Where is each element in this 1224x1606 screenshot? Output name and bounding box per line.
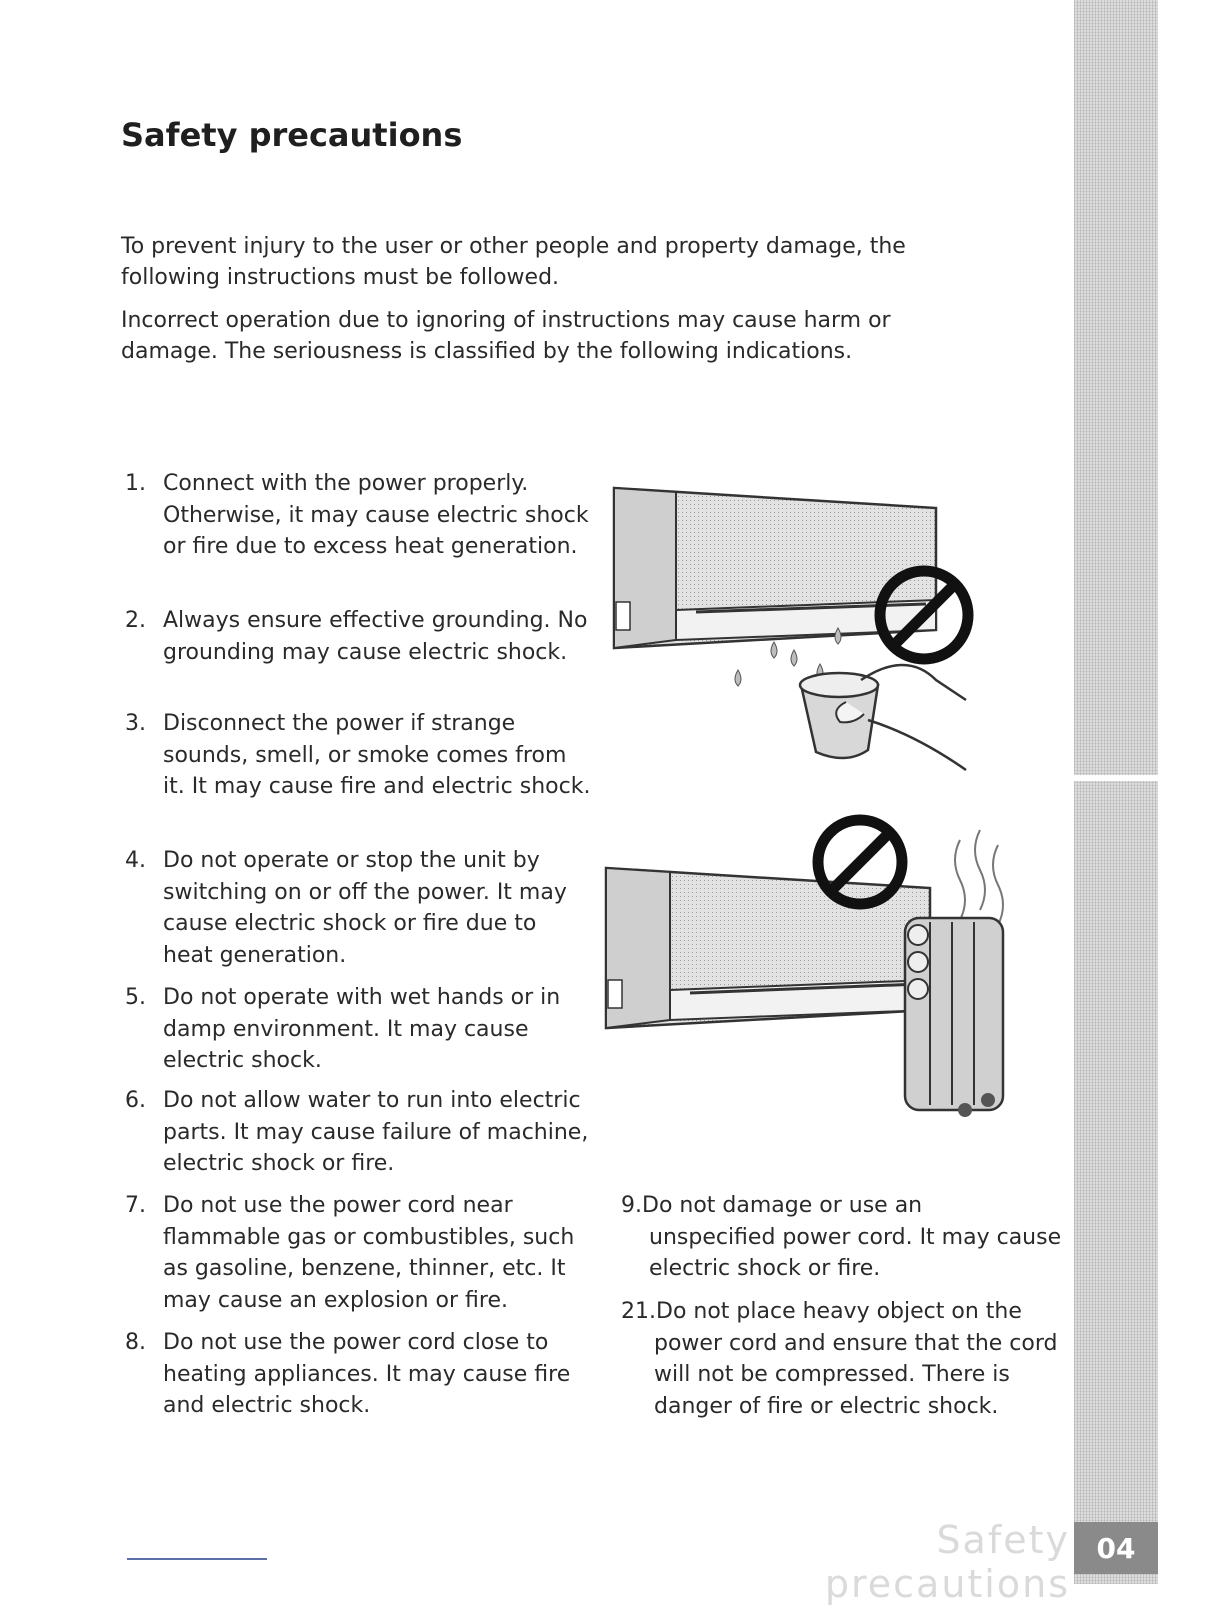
item-number: 4.: [125, 848, 146, 873]
footer-section-title: Safety precautions: [824, 1518, 1070, 1606]
safety-item-21: [621, 1296, 1071, 1422]
safety-item-8: [121, 1327, 591, 1422]
hand-cup-icon: [800, 665, 966, 770]
safety-item-3: [121, 708, 591, 803]
item-number: 8.: [125, 1330, 146, 1355]
item-number: 9.: [621, 1193, 642, 1218]
safety-item-6: [121, 1085, 591, 1180]
ac-water-drip-illustration: [606, 480, 986, 780]
item-text-first-line: Do not place heavy object on the: [656, 1299, 1022, 1324]
item-text: Do not use the power cord close to heating appliances. It may cause fire and electric shock.: [163, 1330, 571, 1418]
item-text-continued: unspecified power cord. It may cause electric shock or fire.: [649, 1224, 1062, 1281]
item-text-continued: power cord and ensure that the cord will not be compressed. There is danger of fire or electric shock.: [654, 1330, 1058, 1419]
item-text: Do not use the power cord near flammable gas or combustibles, such as gasoline, benzene, thinner, etc. It may cause an explosion or fire.: [163, 1193, 575, 1313]
safety-item-4: [121, 845, 591, 971]
item-text: Connect with the power properly. Otherwise, it may cause electric shock or fire due to excess heat generation.: [163, 471, 589, 559]
heater-icon: [905, 918, 1003, 1117]
item-text: Always ensure effective grounding. No grounding may cause electric shock.: [163, 608, 588, 665]
page-title: Safety precautions: [121, 116, 463, 154]
intro-paragraph-1: To prevent injury to the user or other people and property damage, the following instructions must be followed.: [121, 234, 906, 290]
page-number: 04: [1074, 1522, 1158, 1574]
item-text: Do not operate with wet hands or in damp environment. It may cause electric shock.: [163, 985, 561, 1073]
item-number: 21.: [621, 1299, 656, 1324]
safety-item-9: [621, 1190, 1071, 1285]
safety-item-5: [121, 982, 591, 1077]
item-text: Do not allow water to run into electric parts. It may cause failure of machine, electric shock or fire.: [163, 1088, 589, 1176]
item-number: 7.: [125, 1193, 146, 1218]
item-number: 1.: [125, 471, 146, 496]
item-text-first-line: Do not damage or use an: [642, 1193, 923, 1218]
side-band: [1074, 0, 1158, 1584]
ac-unit-icon: [614, 488, 936, 648]
intro-paragraph-2: Incorrect operation due to ignoring of instructions may cause harm or damage. The seriousness is classified by the following indications.: [121, 308, 891, 364]
side-band-divider: [1074, 775, 1158, 781]
item-number: 6.: [125, 1088, 146, 1113]
ac-heater-illustration: [600, 800, 1020, 1130]
heat-wave-icon: [955, 830, 1003, 925]
item-text: Do not operate or stop the unit by switching on or off the power. It may cause electric shock or fire due to heat generation.: [163, 848, 567, 968]
safety-item-7: [121, 1190, 596, 1316]
item-number: 3.: [125, 711, 146, 736]
safety-item-1: [121, 468, 591, 563]
item-number: 2.: [125, 608, 146, 633]
item-text: Disconnect the power if strange sounds, smell, or smoke comes from it. It may cause fire and electric shock.: [163, 711, 591, 799]
item-number: 5.: [125, 985, 146, 1010]
safety-item-2: [121, 605, 591, 668]
footer-rule: [127, 1558, 267, 1560]
